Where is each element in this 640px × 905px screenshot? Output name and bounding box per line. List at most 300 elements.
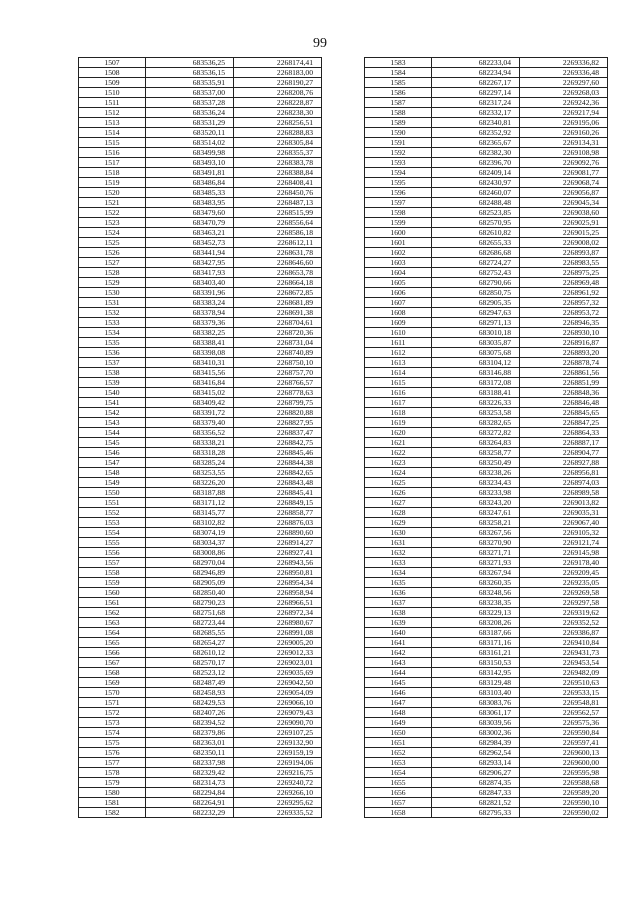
table-row — [79, 158, 322, 168]
point-number-cell: 1646 — [365, 688, 432, 698]
y-coordinate-cell: 2268893,20 — [520, 348, 608, 358]
point-number-cell: 1620 — [365, 428, 432, 438]
x-coordinate-cell: 682971,13 — [432, 318, 520, 328]
table-row — [79, 298, 322, 308]
x-coordinate-cell: 683103,40 — [432, 688, 520, 698]
point-number-cell: 1510 — [79, 88, 146, 98]
x-coordinate-cell: 682297,14 — [432, 88, 520, 98]
point-number-cell: 1507 — [79, 58, 146, 68]
table-row — [365, 438, 608, 448]
x-coordinate-cell: 682752,43 — [432, 268, 520, 278]
y-coordinate-cell: 2269035,69 — [234, 668, 322, 678]
x-coordinate-cell: 683039,56 — [432, 718, 520, 728]
x-coordinate-cell: 682790,23 — [146, 598, 234, 608]
y-coordinate-cell: 2268664,18 — [234, 278, 322, 288]
y-coordinate-cell: 2269066,10 — [234, 698, 322, 708]
point-number-cell: 1570 — [79, 688, 146, 698]
x-coordinate-cell: 683253,58 — [432, 408, 520, 418]
table-row — [79, 768, 322, 778]
y-coordinate-cell: 2268720,36 — [234, 328, 322, 338]
point-number-cell: 1595 — [365, 178, 432, 188]
point-number-cell: 1519 — [79, 178, 146, 188]
x-coordinate-cell: 683285,24 — [146, 458, 234, 468]
y-coordinate-cell: 2268515,99 — [234, 208, 322, 218]
x-coordinate-cell: 683535,91 — [146, 78, 234, 88]
y-coordinate-cell: 2269042,50 — [234, 678, 322, 688]
x-coordinate-cell: 683034,37 — [146, 538, 234, 548]
point-number-cell: 1643 — [365, 658, 432, 668]
table-row — [365, 218, 608, 228]
table-row — [365, 138, 608, 148]
table-row — [79, 518, 322, 528]
table-row — [365, 128, 608, 138]
x-coordinate-cell: 683238,26 — [432, 468, 520, 478]
y-coordinate-cell: 2268849,15 — [234, 498, 322, 508]
point-number-cell: 1608 — [365, 308, 432, 318]
x-coordinate-cell: 683378,94 — [146, 308, 234, 318]
y-coordinate-cell: 2268487,13 — [234, 198, 322, 208]
y-coordinate-cell: 2268757,70 — [234, 368, 322, 378]
x-coordinate-cell: 682317,24 — [432, 98, 520, 108]
table-row — [365, 798, 608, 808]
y-coordinate-cell: 2269410,84 — [520, 638, 608, 648]
table-row — [365, 608, 608, 618]
point-number-cell: 1597 — [365, 198, 432, 208]
point-number-cell: 1536 — [79, 348, 146, 358]
y-coordinate-cell: 2269269,58 — [520, 588, 608, 598]
x-coordinate-cell: 682487,49 — [146, 678, 234, 688]
y-coordinate-cell: 2269600,00 — [520, 758, 608, 768]
point-number-cell: 1515 — [79, 138, 146, 148]
point-number-cell: 1647 — [365, 698, 432, 708]
table-row — [365, 428, 608, 438]
point-number-cell: 1592 — [365, 148, 432, 158]
x-coordinate-cell: 683531,29 — [146, 118, 234, 128]
y-coordinate-cell: 2268993,87 — [520, 248, 608, 258]
point-number-cell: 1520 — [79, 188, 146, 198]
y-coordinate-cell: 2269240,72 — [234, 778, 322, 788]
point-number-cell: 1533 — [79, 318, 146, 328]
point-number-cell: 1599 — [365, 218, 432, 228]
point-number-cell: 1638 — [365, 608, 432, 618]
y-coordinate-cell: 2268961,92 — [520, 288, 608, 298]
x-coordinate-cell: 683536,25 — [146, 58, 234, 68]
x-coordinate-cell: 683145,77 — [146, 508, 234, 518]
point-number-cell: 1581 — [79, 798, 146, 808]
x-coordinate-cell: 682340,81 — [432, 118, 520, 128]
point-number-cell: 1645 — [365, 678, 432, 688]
x-coordinate-cell: 682655,33 — [432, 238, 520, 248]
point-number-cell: 1641 — [365, 638, 432, 648]
table-row — [365, 638, 608, 648]
table-row — [365, 808, 608, 818]
y-coordinate-cell: 2268408,41 — [234, 178, 322, 188]
x-coordinate-cell: 683318,28 — [146, 448, 234, 458]
table-row — [365, 678, 608, 688]
y-coordinate-cell: 2269081,77 — [520, 168, 608, 178]
point-number-cell: 1585 — [365, 78, 432, 88]
table-row — [79, 758, 322, 768]
point-number-cell: 1627 — [365, 498, 432, 508]
x-coordinate-cell: 682350,11 — [146, 748, 234, 758]
point-number-cell: 1559 — [79, 578, 146, 588]
x-coordinate-cell: 682329,42 — [146, 768, 234, 778]
x-coordinate-cell: 682232,29 — [146, 808, 234, 818]
point-number-cell: 1610 — [365, 328, 432, 338]
point-number-cell: 1538 — [79, 368, 146, 378]
point-number-cell: 1534 — [79, 328, 146, 338]
y-coordinate-cell: 2268208,76 — [234, 88, 322, 98]
point-number-cell: 1569 — [79, 678, 146, 688]
x-coordinate-cell: 682850,40 — [146, 588, 234, 598]
x-coordinate-cell: 683479,60 — [146, 208, 234, 218]
table-row — [365, 568, 608, 578]
point-number-cell: 1542 — [79, 408, 146, 418]
y-coordinate-cell: 2268750,10 — [234, 358, 322, 368]
x-coordinate-cell: 683415,56 — [146, 368, 234, 378]
y-coordinate-cell: 2269235,05 — [520, 578, 608, 588]
y-coordinate-cell: 2269105,32 — [520, 528, 608, 538]
y-coordinate-cell: 2269589,20 — [520, 788, 608, 798]
x-coordinate-cell: 683250,49 — [432, 458, 520, 468]
y-coordinate-cell: 2268914,27 — [234, 538, 322, 548]
point-number-cell: 1655 — [365, 778, 432, 788]
y-coordinate-cell: 2269268,03 — [520, 88, 608, 98]
y-coordinate-cell: 2268954,34 — [234, 578, 322, 588]
y-coordinate-cell: 2269533,15 — [520, 688, 608, 698]
x-coordinate-cell: 682847,33 — [432, 788, 520, 798]
y-coordinate-cell: 2269242,36 — [520, 98, 608, 108]
point-number-cell: 1558 — [79, 568, 146, 578]
point-number-cell: 1565 — [79, 638, 146, 648]
point-number-cell: 1634 — [365, 568, 432, 578]
y-coordinate-cell: 2269595,98 — [520, 768, 608, 778]
y-coordinate-cell: 2268845,41 — [234, 488, 322, 498]
x-coordinate-cell: 683485,33 — [146, 188, 234, 198]
y-coordinate-cell: 2269013,82 — [520, 498, 608, 508]
y-coordinate-cell: 2268256,51 — [234, 118, 322, 128]
table-row — [365, 178, 608, 188]
y-coordinate-cell: 2269008,02 — [520, 238, 608, 248]
point-number-cell: 1625 — [365, 478, 432, 488]
y-coordinate-cell: 2268778,63 — [234, 388, 322, 398]
point-number-cell: 1584 — [365, 68, 432, 78]
table-row — [79, 788, 322, 798]
x-coordinate-cell: 683187,66 — [432, 628, 520, 638]
y-coordinate-cell: 2268586,18 — [234, 228, 322, 238]
point-number-cell: 1571 — [79, 698, 146, 708]
table-row — [365, 538, 608, 548]
point-number-cell: 1591 — [365, 138, 432, 148]
table-row — [79, 168, 322, 178]
table-row — [79, 598, 322, 608]
x-coordinate-cell: 683416,84 — [146, 378, 234, 388]
point-number-cell: 1639 — [365, 618, 432, 628]
table-row — [79, 738, 322, 748]
x-coordinate-cell: 683150,53 — [432, 658, 520, 668]
y-coordinate-cell: 2268858,77 — [234, 508, 322, 518]
point-number-cell: 1653 — [365, 758, 432, 768]
y-coordinate-cell: 2269025,91 — [520, 218, 608, 228]
y-coordinate-cell: 2268890,60 — [234, 528, 322, 538]
y-coordinate-cell: 2268878,74 — [520, 358, 608, 368]
point-number-cell: 1543 — [79, 418, 146, 428]
y-coordinate-cell: 2268972,34 — [234, 608, 322, 618]
x-coordinate-cell: 683403,40 — [146, 278, 234, 288]
x-coordinate-cell: 683008,86 — [146, 548, 234, 558]
x-coordinate-cell: 682337,98 — [146, 758, 234, 768]
point-number-cell: 1539 — [79, 378, 146, 388]
x-coordinate-cell: 683537,28 — [146, 98, 234, 108]
table-row — [365, 288, 608, 298]
point-number-cell: 1604 — [365, 268, 432, 278]
table-row — [79, 688, 322, 698]
table-row — [365, 578, 608, 588]
x-coordinate-cell: 683271,71 — [432, 548, 520, 558]
y-coordinate-cell: 2268946,35 — [520, 318, 608, 328]
point-number-cell: 1649 — [365, 718, 432, 728]
y-coordinate-cell: 2268556,64 — [234, 218, 322, 228]
x-coordinate-cell: 683520,11 — [146, 128, 234, 138]
x-coordinate-cell: 683208,26 — [432, 618, 520, 628]
x-coordinate-cell: 682430,97 — [432, 178, 520, 188]
y-coordinate-cell: 2268957,32 — [520, 298, 608, 308]
x-coordinate-cell: 683452,73 — [146, 238, 234, 248]
point-number-cell: 1609 — [365, 318, 432, 328]
y-coordinate-cell: 2268848,36 — [520, 388, 608, 398]
point-number-cell: 1631 — [365, 538, 432, 548]
table-row — [365, 778, 608, 788]
point-number-cell: 1546 — [79, 448, 146, 458]
table-row — [79, 638, 322, 648]
coordinates-table-left — [78, 57, 322, 818]
y-coordinate-cell: 2268704,61 — [234, 318, 322, 328]
y-coordinate-cell: 2268846,48 — [520, 398, 608, 408]
table-row — [365, 358, 608, 368]
table-row — [79, 368, 322, 378]
y-coordinate-cell: 2268305,84 — [234, 138, 322, 148]
x-coordinate-cell: 683470,79 — [146, 218, 234, 228]
point-number-cell: 1635 — [365, 578, 432, 588]
x-coordinate-cell: 683379,40 — [146, 418, 234, 428]
table-row — [79, 358, 322, 368]
point-number-cell: 1589 — [365, 118, 432, 128]
y-coordinate-cell: 2269266,10 — [234, 788, 322, 798]
x-coordinate-cell: 683483,95 — [146, 198, 234, 208]
point-number-cell: 1594 — [365, 168, 432, 178]
point-number-cell: 1644 — [365, 668, 432, 678]
point-number-cell: 1555 — [79, 538, 146, 548]
point-number-cell: 1583 — [365, 58, 432, 68]
table-row — [79, 528, 322, 538]
table-row — [365, 58, 608, 68]
point-number-cell: 1607 — [365, 298, 432, 308]
x-coordinate-cell: 683258,21 — [432, 518, 520, 528]
table-row — [79, 198, 322, 208]
table-row — [79, 328, 322, 338]
y-coordinate-cell: 2269045,34 — [520, 198, 608, 208]
point-number-cell: 1586 — [365, 88, 432, 98]
point-number-cell: 1628 — [365, 508, 432, 518]
point-number-cell: 1588 — [365, 108, 432, 118]
point-number-cell: 1616 — [365, 388, 432, 398]
table-row — [79, 748, 322, 758]
table-row — [79, 808, 322, 818]
table-row — [365, 298, 608, 308]
point-number-cell: 1574 — [79, 728, 146, 738]
y-coordinate-cell: 2268646,60 — [234, 258, 322, 268]
point-number-cell: 1554 — [79, 528, 146, 538]
table-row — [365, 458, 608, 468]
point-number-cell: 1656 — [365, 788, 432, 798]
point-number-cell: 1525 — [79, 238, 146, 248]
table-row — [365, 698, 608, 708]
table-row — [79, 388, 322, 398]
point-number-cell: 1598 — [365, 208, 432, 218]
y-coordinate-cell: 2269054,09 — [234, 688, 322, 698]
table-row — [365, 468, 608, 478]
y-coordinate-cell: 2268228,87 — [234, 98, 322, 108]
table-row — [79, 708, 322, 718]
table-row — [79, 98, 322, 108]
x-coordinate-cell: 683338,21 — [146, 438, 234, 448]
table-row — [365, 708, 608, 718]
y-coordinate-cell: 2269590,84 — [520, 728, 608, 738]
x-coordinate-cell: 683382,25 — [146, 328, 234, 338]
x-coordinate-cell: 682970,04 — [146, 558, 234, 568]
point-number-cell: 1556 — [79, 548, 146, 558]
point-number-cell: 1524 — [79, 228, 146, 238]
y-coordinate-cell: 2268731,04 — [234, 338, 322, 348]
x-coordinate-cell: 682654,27 — [146, 638, 234, 648]
table-row — [79, 578, 322, 588]
y-coordinate-cell: 2268631,78 — [234, 248, 322, 258]
x-coordinate-cell: 682233,04 — [432, 58, 520, 68]
table-row — [79, 338, 322, 348]
x-coordinate-cell: 683247,61 — [432, 508, 520, 518]
table-row — [365, 668, 608, 678]
x-coordinate-cell: 683129,48 — [432, 678, 520, 688]
y-coordinate-cell: 2268766,57 — [234, 378, 322, 388]
point-number-cell: 1553 — [79, 518, 146, 528]
table-row — [79, 128, 322, 138]
table-row — [365, 598, 608, 608]
table-row — [79, 108, 322, 118]
point-number-cell: 1530 — [79, 288, 146, 298]
point-number-cell: 1523 — [79, 218, 146, 228]
x-coordinate-cell: 682352,92 — [432, 128, 520, 138]
x-coordinate-cell: 682905,09 — [146, 578, 234, 588]
y-coordinate-cell: 2268827,95 — [234, 418, 322, 428]
point-number-cell: 1568 — [79, 668, 146, 678]
x-coordinate-cell: 683083,76 — [432, 698, 520, 708]
y-coordinate-cell: 2268672,85 — [234, 288, 322, 298]
table-row — [79, 798, 322, 808]
point-number-cell: 1562 — [79, 608, 146, 618]
y-coordinate-cell: 2268845,65 — [520, 408, 608, 418]
point-number-cell: 1508 — [79, 68, 146, 78]
x-coordinate-cell: 682724,27 — [432, 258, 520, 268]
y-coordinate-cell: 2268450,76 — [234, 188, 322, 198]
y-coordinate-cell: 2268388,84 — [234, 168, 322, 178]
x-coordinate-cell: 682610,12 — [146, 648, 234, 658]
point-number-cell: 1617 — [365, 398, 432, 408]
y-coordinate-cell: 2269431,73 — [520, 648, 608, 658]
y-coordinate-cell: 2268174,41 — [234, 58, 322, 68]
point-number-cell: 1535 — [79, 338, 146, 348]
point-number-cell: 1590 — [365, 128, 432, 138]
table-row — [365, 718, 608, 728]
table-row — [365, 408, 608, 418]
page-number: 99 — [313, 36, 327, 51]
table-row — [79, 558, 322, 568]
table-row — [79, 268, 322, 278]
table-row — [79, 208, 322, 218]
y-coordinate-cell: 2269597,41 — [520, 738, 608, 748]
y-coordinate-cell: 2269562,57 — [520, 708, 608, 718]
x-coordinate-cell: 683537,00 — [146, 88, 234, 98]
point-number-cell: 1580 — [79, 788, 146, 798]
table-row — [79, 238, 322, 248]
point-number-cell: 1537 — [79, 358, 146, 368]
point-number-cell: 1605 — [365, 278, 432, 288]
y-coordinate-cell: 2268847,25 — [520, 418, 608, 428]
y-coordinate-cell: 2269023,01 — [234, 658, 322, 668]
point-number-cell: 1522 — [79, 208, 146, 218]
table-row — [79, 378, 322, 388]
point-number-cell: 1624 — [365, 468, 432, 478]
x-coordinate-cell: 683272,82 — [432, 428, 520, 438]
table-row — [365, 398, 608, 408]
point-number-cell: 1526 — [79, 248, 146, 258]
y-coordinate-cell: 2269336,82 — [520, 58, 608, 68]
x-coordinate-cell: 682874,35 — [432, 778, 520, 788]
x-coordinate-cell: 682570,95 — [432, 218, 520, 228]
point-number-cell: 1518 — [79, 168, 146, 178]
point-number-cell: 1582 — [79, 808, 146, 818]
x-coordinate-cell: 683229,13 — [432, 608, 520, 618]
x-coordinate-cell: 683388,41 — [146, 338, 234, 348]
table-row — [79, 258, 322, 268]
y-coordinate-cell: 2269482,09 — [520, 668, 608, 678]
table-row — [365, 418, 608, 428]
point-number-cell: 1540 — [79, 388, 146, 398]
y-coordinate-cell: 2268980,67 — [234, 618, 322, 628]
table-row — [79, 718, 322, 728]
table-row — [365, 658, 608, 668]
point-number-cell: 1545 — [79, 438, 146, 448]
x-coordinate-cell: 683171,16 — [432, 638, 520, 648]
y-coordinate-cell: 2269590,02 — [520, 808, 608, 818]
y-coordinate-cell: 2269038,60 — [520, 208, 608, 218]
table-row — [79, 398, 322, 408]
y-coordinate-cell: 2268861,56 — [520, 368, 608, 378]
x-coordinate-cell: 683172,08 — [432, 378, 520, 388]
y-coordinate-cell: 2269107,25 — [234, 728, 322, 738]
x-coordinate-cell: 683264,83 — [432, 438, 520, 448]
point-number-cell: 1517 — [79, 158, 146, 168]
x-coordinate-cell: 682488,48 — [432, 198, 520, 208]
table-row — [365, 208, 608, 218]
y-coordinate-cell: 2268953,72 — [520, 308, 608, 318]
x-coordinate-cell: 683441,94 — [146, 248, 234, 258]
point-number-cell: 1549 — [79, 478, 146, 488]
table-row — [79, 698, 322, 708]
table-row — [79, 88, 322, 98]
x-coordinate-cell: 682267,17 — [432, 78, 520, 88]
y-coordinate-cell: 2268927,41 — [234, 548, 322, 558]
point-number-cell: 1612 — [365, 348, 432, 358]
